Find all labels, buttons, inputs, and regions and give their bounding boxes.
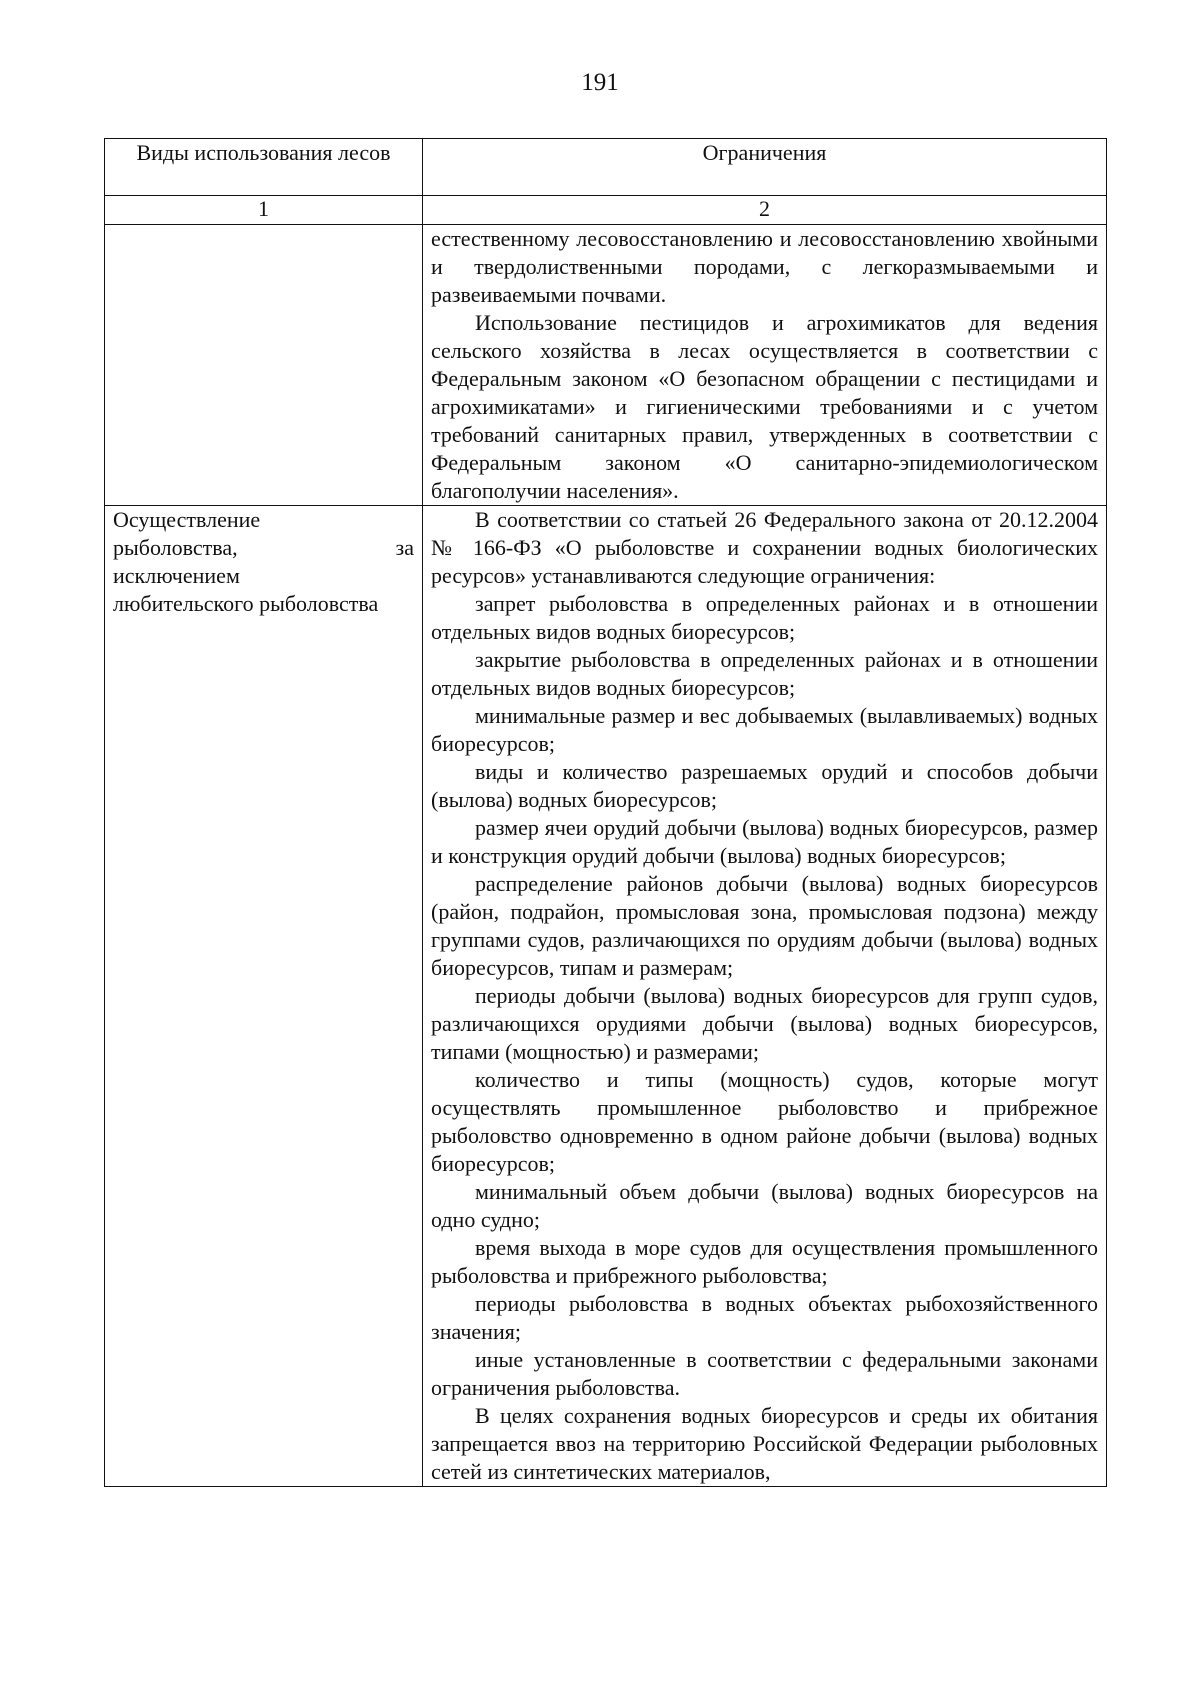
list-item: количество и типы (мощность) судов, которые могут осуществлять промышленное рыболовство и прибрежное рыболовство одновременно в одном районе добычи (вылова) водных биоресурсов;	[431, 1067, 1098, 1176]
list-item: иные установленные в соответствии с федеральными законами ограничения рыболовства.	[431, 1347, 1098, 1400]
use-type-cell	[105, 506, 423, 1487]
table-number-row	[105, 196, 1107, 225]
list-item: периоды добычи (вылова) водных биоресурсов для групп судов, различающихся орудиями добычи (вылова) водных биоресурсов, типами (мощностью) и размерами;	[431, 983, 1098, 1064]
paragraph: В соответствии со статьей 26 Федерального закона от 20.12.2004 № 166-ФЗ «О рыболовстве и сохранении водных биологических ресурсов» устанавливаются следующие ограничения:	[431, 507, 1098, 588]
column-number-1: 1	[105, 196, 423, 225]
restrictions-table	[104, 138, 1107, 1487]
list-item: закрытие рыболовства в определенных районах и в отношении отдельных видов водных биоресурсов;	[431, 647, 1098, 700]
paragraph: Использование пестицидов и агрохимикатов для ведения сельского хозяйства в лесах осуществляется в соответствии с Федеральным законом «О безопасном обращении с пестицидами и агрохимикатами» и гигиеническими требованиями и с учетом требований санитарных правил, утвержденных в соответствии с Федеральным законом «О санитарно-эпидемиологическом благополучии населения».	[431, 310, 1098, 503]
table-row	[105, 225, 1107, 506]
list-item: время выхода в море судов для осуществления промышленного рыболовства и прибрежного рыболовства;	[431, 1235, 1098, 1288]
restrictions-cell	[423, 225, 1107, 506]
column-number-2: 2	[423, 196, 1107, 225]
table-header-row	[105, 139, 1107, 196]
list-item: размер ячеи орудий добычи (вылова) водных биоресурсов, размер и конструкция орудий добычи (вылова) водных биоресурсов;	[431, 815, 1098, 868]
list-item: периоды рыболовства в водных объектах рыбохозяйственного значения;	[431, 1291, 1098, 1344]
use-type-line: любительского рыболовства	[113, 591, 379, 616]
paragraph: В целях сохранения водных биоресурсов и среды их обитания запрещается ввоз на территорию Российской Федерации рыболовных сетей из синтетических материалов,	[431, 1403, 1098, 1484]
list-item: распределение районов добычи (вылова) водных биоресурсов (район, подрайон, промысловая зона, промысловая подзона) между группами судов, различающихся по орудиям добычи (вылова) водных биоресурсов, типам и размерам;	[431, 871, 1098, 980]
list-item: минимальный объем добычи (вылова) водных биоресурсов на одно судно;	[431, 1179, 1098, 1232]
page-number: 191	[581, 69, 619, 96]
use-type-cell	[105, 225, 423, 506]
paragraph: естественному лесовосстановлению и лесовосстановлению хвойными и твердолиственными породами, с легкоразмываемыми и развеиваемыми почвами.	[431, 226, 1098, 307]
use-type-line-justified	[113, 534, 414, 562]
use-type-word: рыболовства,	[113, 535, 238, 560]
list-item: виды и количество разрешаемых орудий и способов добычи (вылова) водных биоресурсов;	[431, 759, 1098, 812]
use-type-word: за	[395, 535, 414, 560]
restrictions-cell	[423, 506, 1107, 1487]
use-type-line: исключением	[113, 563, 240, 588]
header-restrictions: Ограничения	[423, 139, 1107, 196]
use-type-line: Осуществление	[113, 507, 261, 532]
table-row	[105, 506, 1107, 1487]
list-item: минимальные размер и вес добываемых (вылавливаемых) водных биоресурсов;	[431, 703, 1098, 756]
list-item: запрет рыболовства в определенных районах и в отношении отдельных видов водных биоресурсов;	[431, 591, 1098, 644]
header-use-types: Виды использования лесов	[105, 139, 423, 196]
